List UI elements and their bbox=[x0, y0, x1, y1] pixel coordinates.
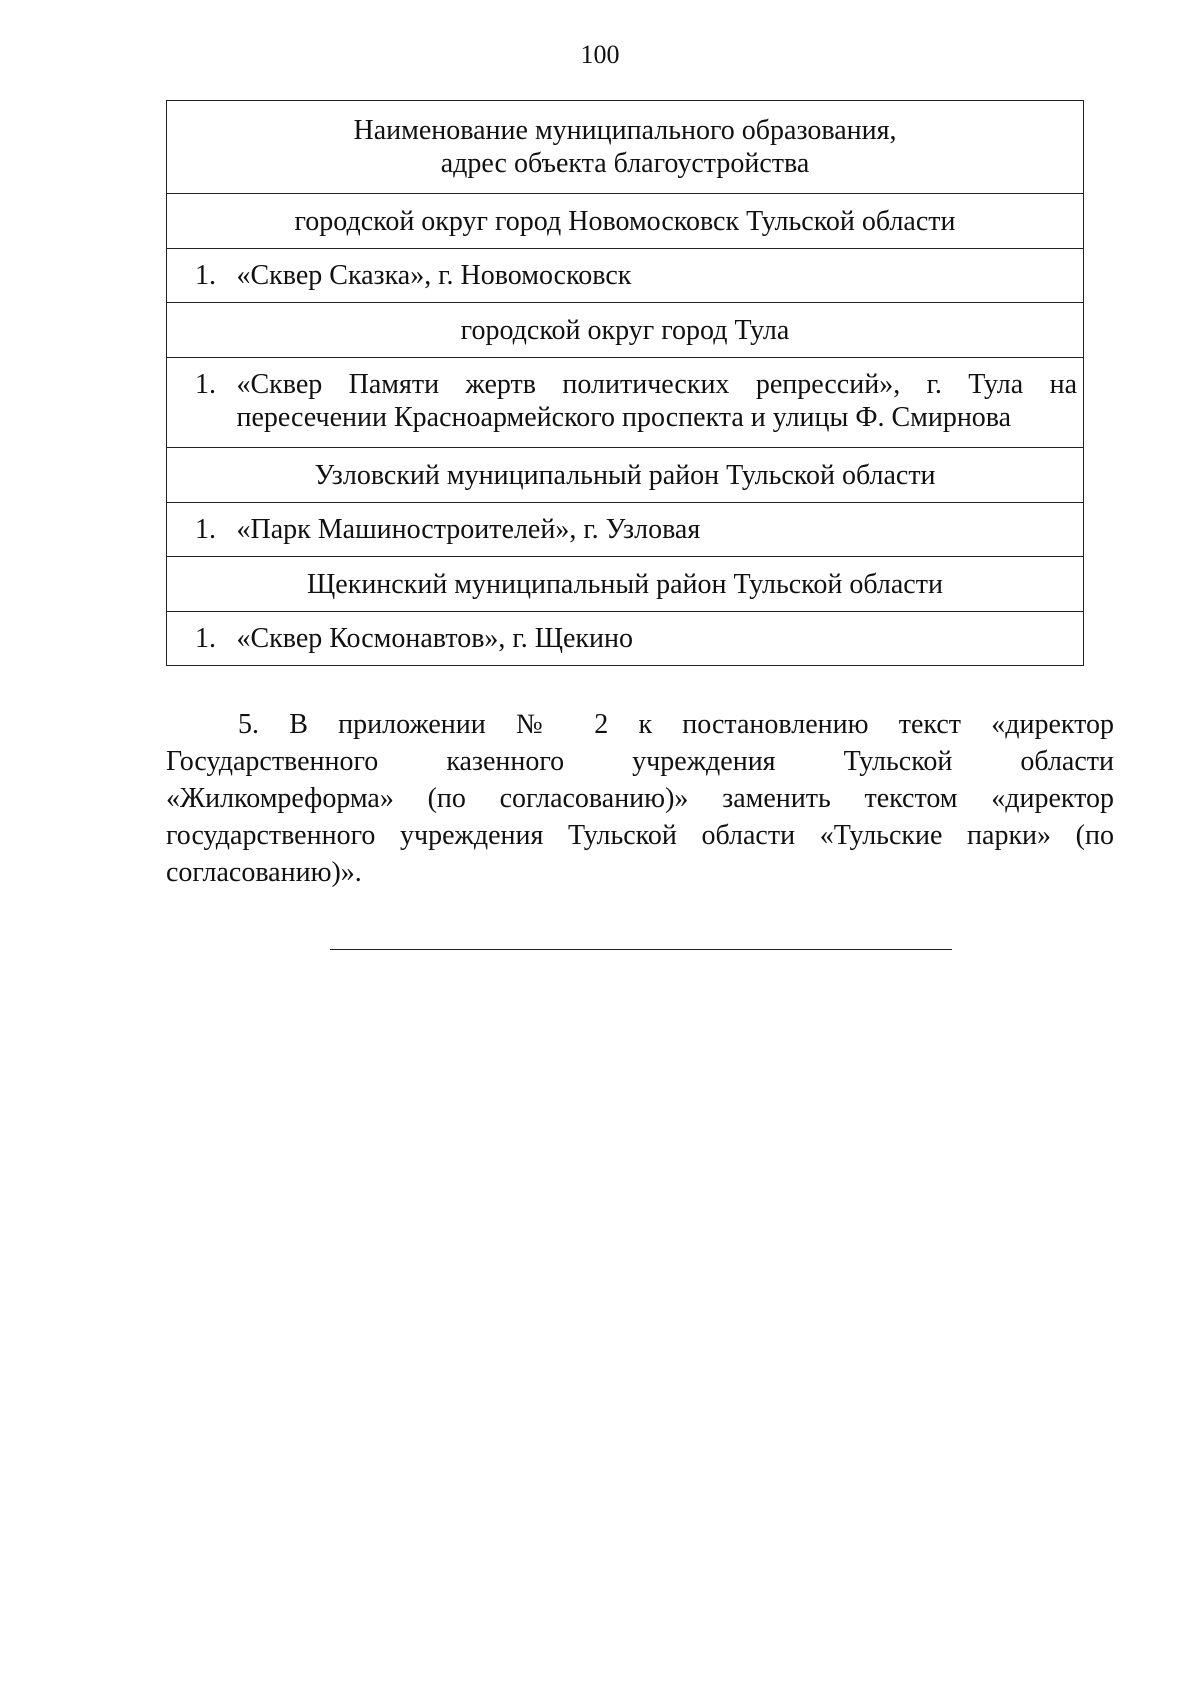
section-title: Щекинский муниципальный район Тульской области bbox=[167, 557, 1084, 612]
table-row bbox=[167, 358, 1084, 448]
item-number: 1. bbox=[167, 249, 237, 303]
table-row bbox=[167, 503, 1084, 557]
closing-divider bbox=[330, 949, 952, 950]
section-row-tula bbox=[167, 303, 1084, 358]
section-title: городской округ город Тула bbox=[167, 303, 1084, 358]
item-text: «Парк Машиностроителей», г. Узловая bbox=[237, 503, 1084, 557]
table-row bbox=[167, 249, 1084, 303]
table-row bbox=[167, 612, 1084, 666]
item-number: 1. bbox=[167, 612, 237, 666]
item-number: 1. bbox=[167, 503, 237, 557]
item-number: 1. bbox=[167, 358, 237, 448]
item-text: «Сквер Сказка», г. Новомосковск bbox=[237, 249, 1084, 303]
section-row-uzlovsky bbox=[167, 448, 1084, 503]
table-header-cell bbox=[167, 101, 1084, 194]
item-text: «Сквер Космонавтов», г. Щекино bbox=[237, 612, 1084, 666]
table-header-row bbox=[167, 101, 1084, 194]
section-title: городской округ город Новомосковск Тульской области bbox=[167, 194, 1084, 249]
table-header-line-2: адрес объекта благоустройства bbox=[440, 148, 810, 179]
paragraph-5: 5. В приложении № 2 к постановлению текст «директор Государственного казенного учреждения Тульской области «Жилкомреформа» (по согласованию)» заменить текстом «директор государственного учреждения Тульской области «Тульские парки» (по согласованию)». bbox=[166, 709, 1114, 888]
page-number: 100 bbox=[580, 40, 620, 69]
section-row-novomoskovsk bbox=[167, 194, 1084, 249]
section-row-shchekinsky bbox=[167, 557, 1084, 612]
table-header-line-1: Наименование муниципального образования, bbox=[353, 115, 897, 146]
item-text: «Сквер Памяти жертв политических репрессий», г. Тула на пересечении Красноармейского проспекта и улицы Ф. Смирнова bbox=[237, 358, 1084, 448]
section-title: Узловский муниципальный район Тульской области bbox=[167, 448, 1084, 503]
municipal-objects-table bbox=[166, 100, 1084, 666]
